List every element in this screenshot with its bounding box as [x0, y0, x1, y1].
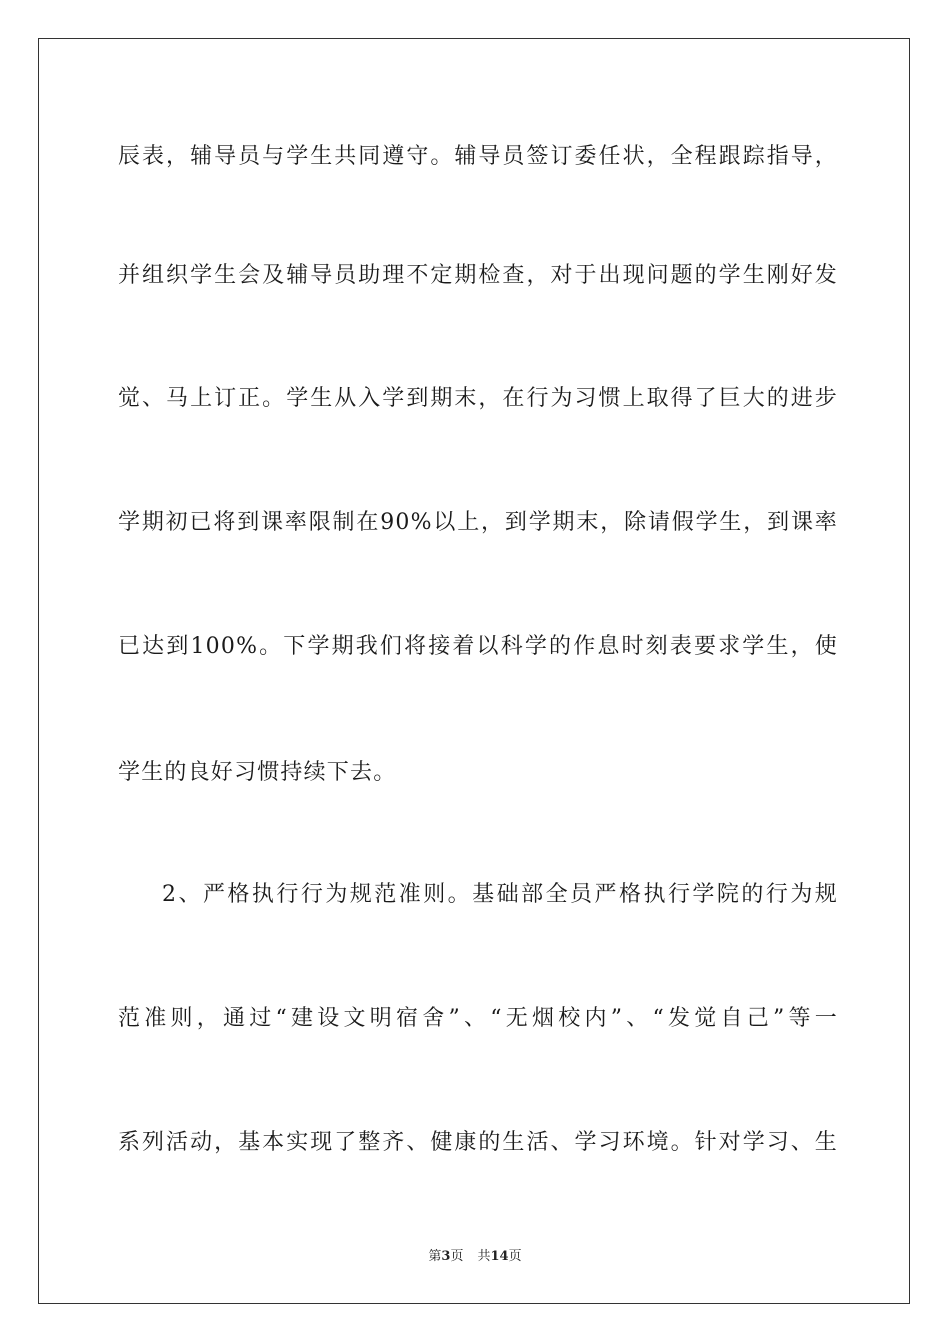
text-line-1: 辰表，辅导员与学生共同遵守。辅导员签订委任状，全程跟踪指导，	[118, 144, 838, 169]
total-pages: 14	[490, 1249, 509, 1264]
total-prefix: 共	[477, 1249, 491, 1264]
text-line-9: 系列活动，基本实现了整齐、健康的生活、学习环境。针对学习、生	[118, 1130, 838, 1155]
text-line-4: 学期初已将到课率限制在90%以上，到学期末，除请假学生，到课率	[118, 510, 838, 535]
page-suffix: 页	[450, 1249, 464, 1264]
text-line-5: 已达到100%。下学期我们将接着以科学的作息时刻表要求学生，使	[118, 634, 838, 659]
text-line-3: 觉、马上订正。学生从入学到期末，在行为习惯上取得了巨大的进步	[118, 386, 838, 411]
text-line-2: 并组织学生会及辅导员助理不定期检查，对于出现问题的学生刚好发	[118, 263, 838, 288]
text-line-8: 范准则，通过“建设文明宿舍”、“无烟校内”、“发觉自己”等一	[118, 1006, 838, 1031]
text-line-6: 学生的良好习惯持续下去。	[118, 760, 397, 785]
page-number: 3	[441, 1249, 451, 1264]
page-prefix: 第	[428, 1249, 442, 1264]
text-line-7: 2、严格执行行为规范准则。基础部全员严格执行学院的行为规	[162, 882, 838, 907]
page-border	[38, 38, 910, 1304]
total-suffix: 页	[508, 1249, 522, 1264]
page-footer	[0, 1248, 950, 1266]
